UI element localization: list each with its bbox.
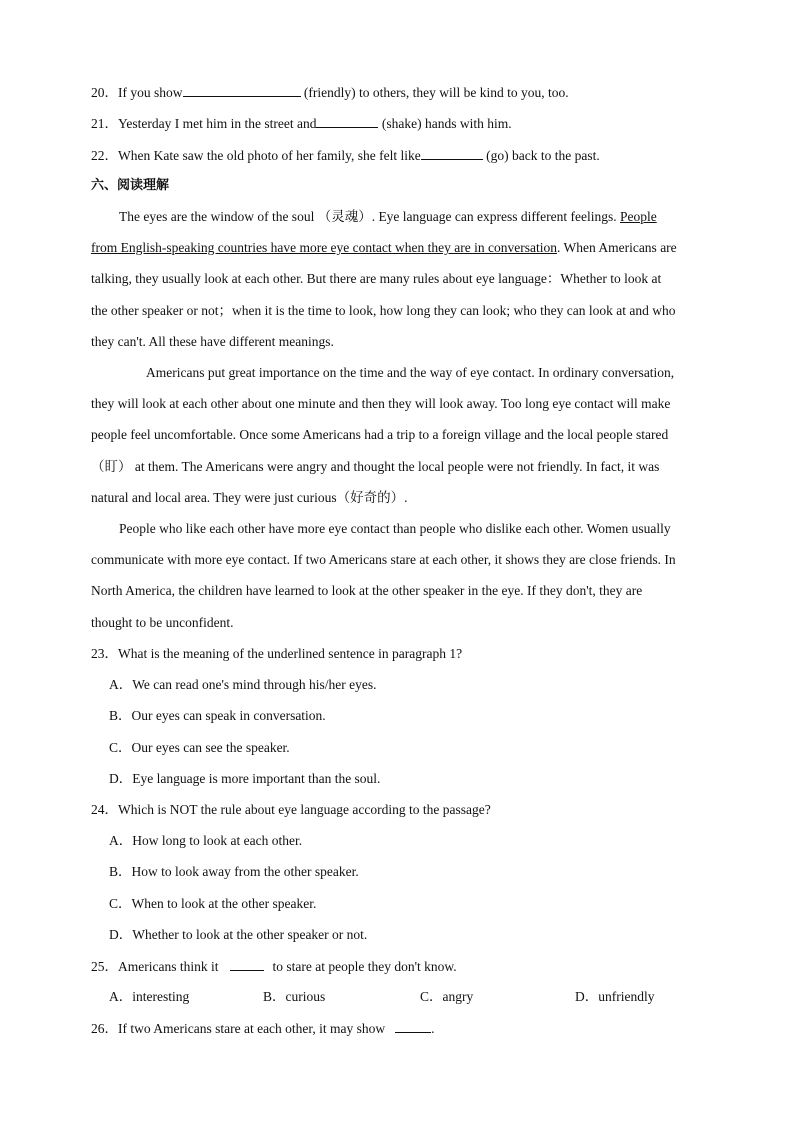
option-c[interactable]: C．When to look at the other speaker. xyxy=(109,896,317,911)
option-a[interactable]: A．How long to look at each other. xyxy=(109,833,303,848)
passage-text: The eyes are the window of the soul （灵魂）. Eye language can express different feelings. xyxy=(119,209,620,224)
passage-line xyxy=(119,208,657,226)
passage-line: they can't. All these have different meanings. xyxy=(91,334,334,349)
passage-text: . When Americans are xyxy=(556,240,677,255)
option-c[interactable]: C．Our eyes can see the speaker. xyxy=(109,740,290,755)
question-23-stem: 23．What is the meaning of the underlined sentence in paragraph 1? xyxy=(91,646,463,661)
option-a[interactable]: A．interesting xyxy=(109,989,190,1004)
passage-line: communicate with more eye contact. If two Americans stare at each other, it shows they are close friends. In xyxy=(91,552,676,567)
option-b[interactable]: B．How to look away from the other speaker. xyxy=(109,864,359,879)
passage-line: people feel uncomfortable. Once some Americans had a trip to a foreign village and the local people stared xyxy=(91,427,669,442)
answer-blank[interactable] xyxy=(421,146,483,160)
passage-line: Americans put great importance on the time and the way of eye contact. In ordinary conversation, xyxy=(146,365,675,380)
question-text: to stare at people they don't know. xyxy=(272,959,457,974)
answer-blank[interactable] xyxy=(230,957,264,971)
question-text: (go) back to the past. xyxy=(482,148,600,163)
question-26-stem xyxy=(91,1019,435,1038)
question-number: 21． xyxy=(91,116,118,131)
passage-line: natural and local area. They were just curious（好奇的）. xyxy=(91,490,408,505)
question-25-stem xyxy=(91,957,457,976)
question-21 xyxy=(91,114,512,133)
answer-blank[interactable] xyxy=(316,114,378,128)
passage-line: thought to be unconfident. xyxy=(91,615,234,630)
passage-line: North America, the children have learned to look at the other speaker in the eye. If they don't, they are xyxy=(91,583,643,598)
passage-line: talking, they usually look at each other. But there are many rules about eye language：Whether to look at xyxy=(91,271,662,286)
question-text: When Kate saw the old photo of her family, she felt like xyxy=(118,148,421,163)
question-text: (shake) hands with him. xyxy=(378,116,512,131)
passage-line: they will look at each other about one minute and then they will look away. Too long eye contact will make xyxy=(91,396,671,411)
option-c[interactable]: C．angry xyxy=(420,989,474,1004)
question-text: If you show xyxy=(118,85,183,100)
question-20 xyxy=(91,83,569,102)
underlined-sentence: from English-speaking countries have more eye contact when they are in conversation xyxy=(91,240,557,255)
question-number: 22． xyxy=(91,148,118,163)
section-heading: 六、阅读理解 xyxy=(91,178,170,193)
option-d[interactable]: D．unfriendly xyxy=(575,989,655,1004)
option-d[interactable]: D．Eye language is more important than the soul. xyxy=(109,771,381,786)
option-d[interactable]: D．Whether to look at the other speaker or not. xyxy=(109,927,368,942)
passage-line xyxy=(91,239,677,257)
question-text: 25．Americans think it xyxy=(91,959,219,974)
option-a[interactable]: A．We can read one's mind through his/her eyes. xyxy=(109,677,377,692)
answer-blank[interactable] xyxy=(183,83,301,97)
question-text: (friendly) to others, they will be kind to you, too. xyxy=(300,85,569,100)
passage-line: People who like each other have more eye contact than people who dislike each other. Women usually xyxy=(119,521,671,536)
question-text: . xyxy=(431,1021,435,1036)
question-text: Yesterday I met him in the street and xyxy=(118,116,317,131)
option-b[interactable]: B．curious xyxy=(263,989,326,1004)
question-22 xyxy=(91,146,600,165)
underlined-sentence: People xyxy=(619,209,657,224)
answer-blank[interactable] xyxy=(395,1019,431,1033)
passage-line: （盯） at them. The Americans were angry and thought the local people were not friendly. In fact, it was xyxy=(91,459,660,474)
passage-line: the other speaker or not；when it is the time to look, how long they can look; who they can look at and who xyxy=(91,303,676,318)
question-number: 20． xyxy=(91,85,118,100)
option-b[interactable]: B．Our eyes can speak in conversation. xyxy=(109,708,326,723)
question-text: 26．If two Americans stare at each other, it may show xyxy=(91,1021,386,1036)
question-24-stem: 24．Which is NOT the rule about eye language according to the passage? xyxy=(91,802,491,817)
